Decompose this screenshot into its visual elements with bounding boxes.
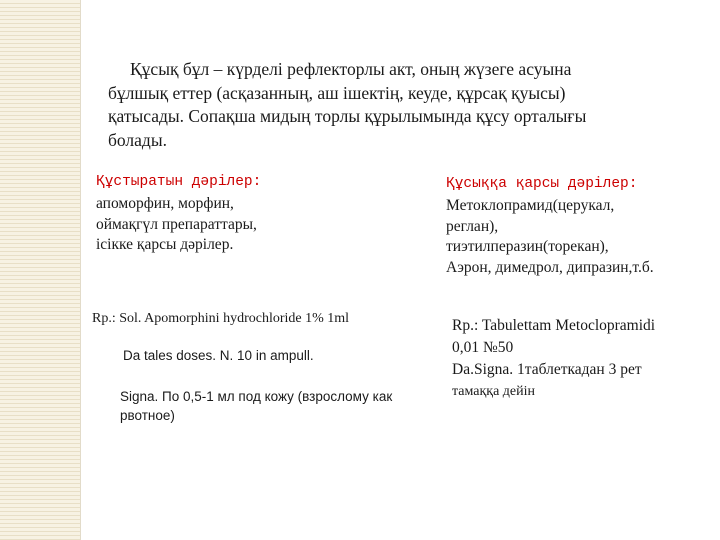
signa-line: рвотное) [120,408,175,423]
rx-line: тамаққа дейін [452,384,536,399]
rx-line: Rp.: Tabulettam Metoclopramidi [452,317,656,334]
emetics-item: оймақгүл препараттары, [96,215,257,233]
rx-line: Da.Signa. 1таблеткадан 3 рет [452,361,642,378]
da-line: Da tales doses. N. 10 in ampull. [123,348,314,363]
antiemetics-item: тиэтилперазин(торекан), [446,238,609,255]
intro-line: қатысады. Сопақша мидың торлы құрылымында құсу орталығы [108,106,587,126]
intro-line: болады. [108,129,167,150]
apomorphine-da [123,348,314,363]
antiemetics-item: Аэрон, димедрол, дипразин,т.б. [446,258,654,276]
antiemetics-item: реглан), [446,217,499,235]
emetics-heading: Құстыратын дәрілер: [96,174,262,190]
emetics-item: апоморфин, морфин, [96,195,234,212]
antiemetics-list [446,196,654,278]
antiemetics-item: Метоклопрамид(церукал, [446,197,615,214]
stripe-divider [80,0,81,540]
intro-line: бұлшық еттер (асқазанның, аш ішектің, кеуде, құрсақ қуысы) [108,82,566,103]
apomorphine-signa [120,387,392,425]
rx-line: 0,01 №50 [452,339,514,356]
antiemetics-heading: Құсыққа қарсы дәрілер: [446,176,638,192]
signa-line: Signa. По 0,5-1 мл под кожу (взрослому как [120,389,393,404]
metoclopramide-prescription [452,315,655,403]
apomorphine-prescription [92,311,349,327]
intro-paragraph [108,58,668,152]
decorative-stripe [0,0,80,540]
intro-line: Құсық бұл – күрделі рефлекторлы акт, оның жүзеге асуына [130,59,572,79]
emetics-list [96,194,257,256]
emetics-item: ісікке қарсы дәрілер. [96,236,234,253]
rx-line: Rp.: Sol. Apomorphini hydrochloride 1% 1ml [92,311,350,326]
